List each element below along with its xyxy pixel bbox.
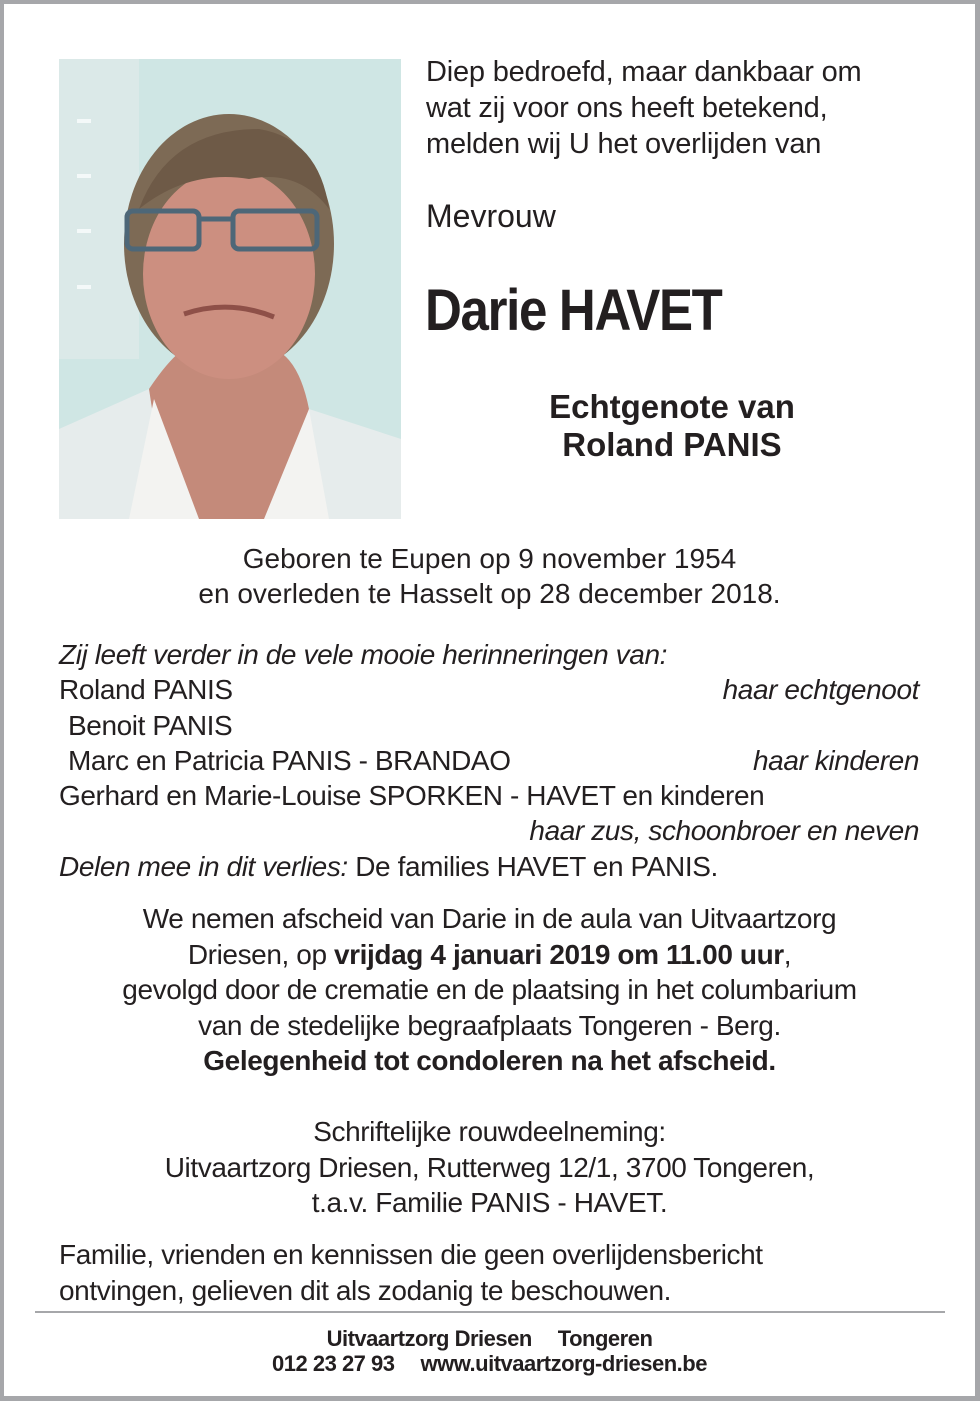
family-member-name: Roland PANIS — [59, 674, 233, 706]
funeral-home-footer — [4, 1326, 975, 1376]
funeral-home-phone[interactable]: 012 23 27 93 — [272, 1351, 395, 1376]
family-row — [59, 708, 919, 743]
intro-line: melden wij U het overlijden van — [426, 128, 822, 160]
footer-divider — [35, 1311, 945, 1313]
intro-line: wat zij voor ons heeft betekend, — [426, 92, 828, 124]
condolence-attention: t.a.v. Familie PANIS - HAVET. — [311, 1187, 668, 1218]
life-dates — [4, 541, 975, 611]
notice-line: Familie, vrienden en kennissen die geen overlijdensbericht — [59, 1239, 763, 1270]
obituary-card — [4, 4, 975, 1396]
funeral-home-city: Tongeren — [557, 1326, 653, 1351]
written-condolence — [4, 1114, 975, 1221]
intro-line: Diep bedroefd, maar dankbaar om — [426, 56, 862, 88]
deceased-name: Darie HAVET — [425, 278, 722, 343]
family-member-name: Marc en Patricia PANIS - BRANDAO — [68, 744, 511, 776]
spouse-label: Echtgenote van — [549, 388, 795, 425]
share-row — [59, 849, 919, 884]
notice-line: ontvingen, gelieven dit als zodanig te beschouwen. — [59, 1274, 671, 1306]
notice-text — [59, 1237, 939, 1308]
ceremony-line: gevolgd door de crematie en de plaatsing in het columbarium — [122, 974, 857, 1005]
share-label: Delen mee in dit verlies: — [59, 850, 348, 882]
family-member-name: Gerhard en Marie-Louise SPORKEN - HAVET en kinderen — [59, 780, 765, 812]
condolence-opportunity: Gelegenheid tot condoleren na het afscheid. — [203, 1045, 776, 1076]
family-row — [59, 743, 919, 778]
share-text-wrap — [59, 849, 718, 884]
ceremony-text: , — [783, 938, 792, 970]
ceremony-line: We nemen afscheid van Darie in de aula van Uitvaartzorg — [142, 903, 837, 934]
honorific: Mevrouw — [426, 198, 556, 234]
share-text: De families HAVET en PANIS. — [347, 850, 718, 882]
ceremony-line: van de stedelijke begraafplaats Tongeren - Berg. — [198, 1009, 781, 1041]
ceremony-line — [4, 937, 975, 973]
family-relation: haar zus, schoonbroer en neven — [529, 815, 919, 847]
portrait-photo — [59, 59, 401, 519]
funeral-home-website-link[interactable]: www.uitvaartzorg-driesen.be — [420, 1351, 707, 1376]
footer-line-1 — [4, 1326, 975, 1351]
ceremony-datetime: vrijdag 4 januari 2019 om 11.00 uur — [334, 938, 784, 970]
footer-line-2 — [4, 1351, 975, 1376]
intro-text — [426, 54, 862, 162]
birth-line: Geboren te Eupen op 9 november 1954 — [242, 543, 737, 574]
family-list — [59, 637, 919, 884]
family-relation: haar kinderen — [752, 744, 919, 776]
family-heading: Zij leeft verder in de vele mooie herinneringen van: — [59, 639, 667, 670]
spouse-name: Roland PANIS — [562, 426, 782, 463]
family-row — [59, 778, 919, 813]
portrait-image-icon — [59, 59, 401, 519]
family-relation: haar echtgenoot — [722, 674, 919, 706]
family-row — [59, 672, 919, 707]
ceremony-info — [4, 901, 975, 1079]
ceremony-text: Driesen, op — [187, 938, 334, 970]
condolence-heading: Schriftelijke rouwdeelneming: — [313, 1116, 666, 1147]
funeral-home-name: Uitvaartzorg Driesen — [326, 1326, 532, 1351]
death-line: en overleden te Hasselt op 28 december 2018. — [198, 578, 781, 609]
family-member-name: Benoit PANIS — [68, 709, 233, 741]
spouse-info — [424, 388, 920, 464]
family-row — [59, 813, 919, 848]
condolence-address: Uitvaartzorg Driesen, Rutterweg 12/1, 3700 Tongeren, — [164, 1151, 815, 1183]
family-heading-row — [59, 637, 919, 672]
